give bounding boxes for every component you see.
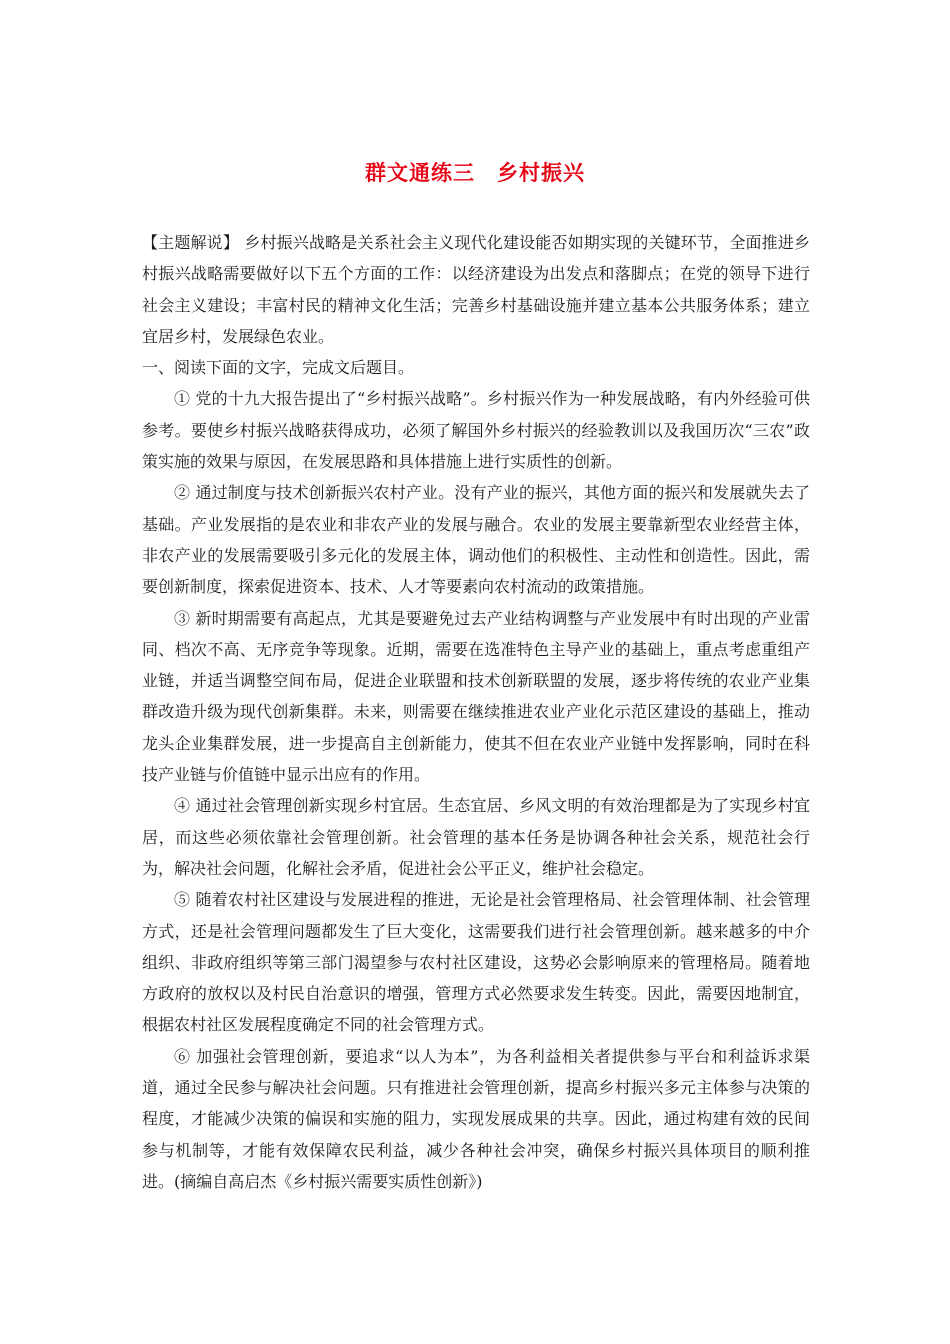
theme-intro-text: 乡村振兴战略是关系社会主义现代化建设能否如期实现的关键环节，全面推进乡村振兴战略需要做好以下五个方面的工作：以经济建设为出发点和落脚点；在党的领导下进行社会主义建设；丰富村民的精神文化生活；完善乡村基础设施并建立基本公共服务体系；建立宜居乡村，发展绿色农业。 <box>142 233 810 346</box>
theme-intro <box>142 227 810 352</box>
paragraph-1: ① 党的十九大报告提出了“乡村振兴战略”。乡村振兴作为一种发展战略，有内外经验可供参考。要使乡村振兴战略获得成功，必须了解国外乡村振兴的经验教训以及我国历次“三农”政策实施的效果与原因，在发展思路和具体措施上进行实质性的创新。 <box>142 389 810 472</box>
document-body <box>142 227 810 1197</box>
section-heading: 一、阅读下面的文字，完成文后题目。 <box>142 358 415 378</box>
page-title: 群文通练三 乡村振兴 <box>365 161 585 185</box>
paragraph-6: ⑥ 加强社会管理创新，要追求“以人为本”，为各利益相关者提供参与平台和利益诉求渠道，通过全民参与解决社会问题。只有推进社会管理创新，提高乡村振兴多元主体参与决策的程度，才能减少决策的偏误和实施的阻力，实现发展成果的共享。因此，通过构建有效的民间参与机制等，才能有效保障农民利益，减少各种社会冲突，确保乡村振兴具体项目的顺利推进。(摘编自高启杰《乡村振兴需要实质性创新》) <box>142 1046 810 1191</box>
paragraph-3: ③ 新时期需要有高起点，尤其是要避免过去产业结构调整与产业发展中有时出现的产业雷同、档次不高、无序竞争等现象。近期，需要在选准特色主导产业的基础上，重点考虑重组产业链，并适当调整空间布局，促进企业联盟和技术创新联盟的发展，逐步将传统的农业产业集群改造升级为现代创新集群。未来，则需要在继续推进农业产业化示范区建设的基础上，推动龙头企业集群发展，进一步提高自主创新能力，使其不但在农业产业链中发挥影响，同时在科技产业链与价值链中显示出应有的作用。 <box>142 608 810 785</box>
paragraph-5: ⑤ 随着农村社区建设与发展进程的推进，无论是社会管理格局、社会管理体制、社会管理方式，还是社会管理问题都发生了巨大变化，这需要我们进行社会管理创新。越来越多的中介组织、非政府组织等第三部门渴望参与农村社区建设，这势必会影响原来的管理格局。随着地方政府的放权以及村民自治意识的增强，管理方式必然要求发生转变。因此，需要因地制宜，根据农村社区发展程度确定不同的社会管理方式。 <box>142 890 810 1035</box>
paragraph-4: ④ 通过社会管理创新实现乡村宜居。生态宜居、乡风文明的有效治理都是为了实现乡村宜居，而这些必须依靠社会管理创新。社会管理的基本任务是协调各种社会关系，规范社会行为，解决社会问题，化解社会矛盾，促进社会公平正义，维护社会稳定。 <box>142 796 810 878</box>
paragraph-2: ② 通过制度与技术创新振兴农村产业。没有产业的振兴，其他方面的振兴和发展就失去了基础。产业发展指的是农业和非农产业的发展与融合。农业的发展主要靠新型农业经营主体，非农产业的发展需要吸引多元化的发展主体，调动他们的积极性、主动性和创造性。因此，需要创新制度，探索促进资本、技术、人才等要素向农村流动的政策措施。 <box>142 483 810 597</box>
theme-intro-tag: 【主题解说】 <box>142 233 240 252</box>
